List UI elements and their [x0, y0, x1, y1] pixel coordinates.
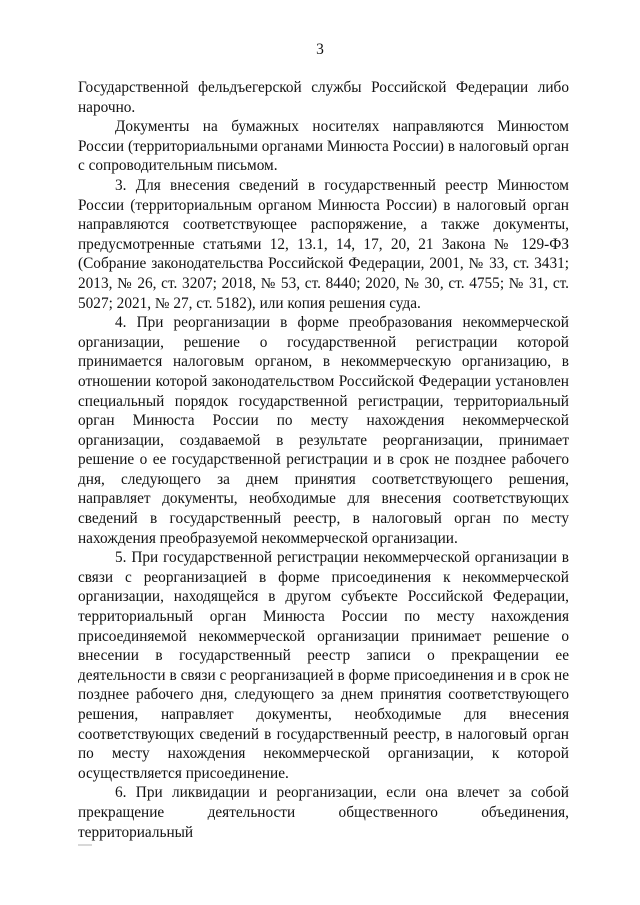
page-number: 3: [316, 41, 324, 58]
paragraph-item-3: 3. Для внесения сведений в государственный реестр Минюстом России (территориальным органом Минюста России) в налоговый орган направляются соответствующее распоряжение, а также документы, предусмотренные статьями 12, 13.1, 14, 17, 20, 21 Закона № 129-ФЗ (Собрание законодательства Российской Федерации, 2001, № 33, ст. 3431; 2013, № 26, ст. 3207; 2018, № 53, ст. 8440; 2020, № 30, ст. 4755; № 31, ст. 5027; 2021, № 27, ст. 5182), или копия решения суда.: [78, 176, 569, 312]
paragraph-item-5: 5. При государственной регистрации некоммерческой организации в связи с реорганизацией в форме присоединения к некоммерческой организации, находящейся в другом субъекте Российской Федерации, территориальный орган Минюста России по месту нахождения присоединяемой некоммерческой организации принимает решение о внесении в государственный реестр записи о прекращении ее деятельности в связи с реорганизацией в форме присоединения и в срок не позднее рабочего дня, следующего за днем принятия соответствующего решения, направляет документы, необходимые для внесения соответствующих сведений в государственный реестр, в налоговый орган по месту нахождения некоммерческой организации, к которой осуществляется присоединение.: [78, 549, 569, 782]
document-body: [78, 78, 569, 842]
scan-mark: [78, 844, 92, 846]
paragraph-item-6: 6. При ликвидации и реорганизации, если она влечет за собой прекращение деятельности общественного объединения, территориальный: [78, 784, 569, 841]
paragraph-item-4: 4. При реорганизации в форме преобразования некоммерческой организации, решение о государственной регистрации которой принимается налоговым органом, в некоммерческую организацию, в отношении которой законодательством Российской Федерации установлен специальный порядок государственной регистрации, территориальный орган Минюста России по месту нахождения некоммерческой организации, создаваемой в результате реорганизации, принимает решение о ее государственной регистрации и в срок не позднее рабочего дня, следующего за днем принятия соответствующего решения, направляет документы, необходимые для внесения соответствующих сведений в государственный реестр, в налоговый орган по месту нахождения преобразуемой некоммерческой организации.: [78, 314, 569, 547]
paragraph-continuation: Государственной фельдъегерской службы Российской Федерации либо нарочно.: [78, 79, 569, 116]
paragraph-paper-documents: Документы на бумажных носителях направляются Минюстом России (территориальными органами Минюста России) в налоговый орган с сопроводительным письмом.: [78, 118, 569, 175]
